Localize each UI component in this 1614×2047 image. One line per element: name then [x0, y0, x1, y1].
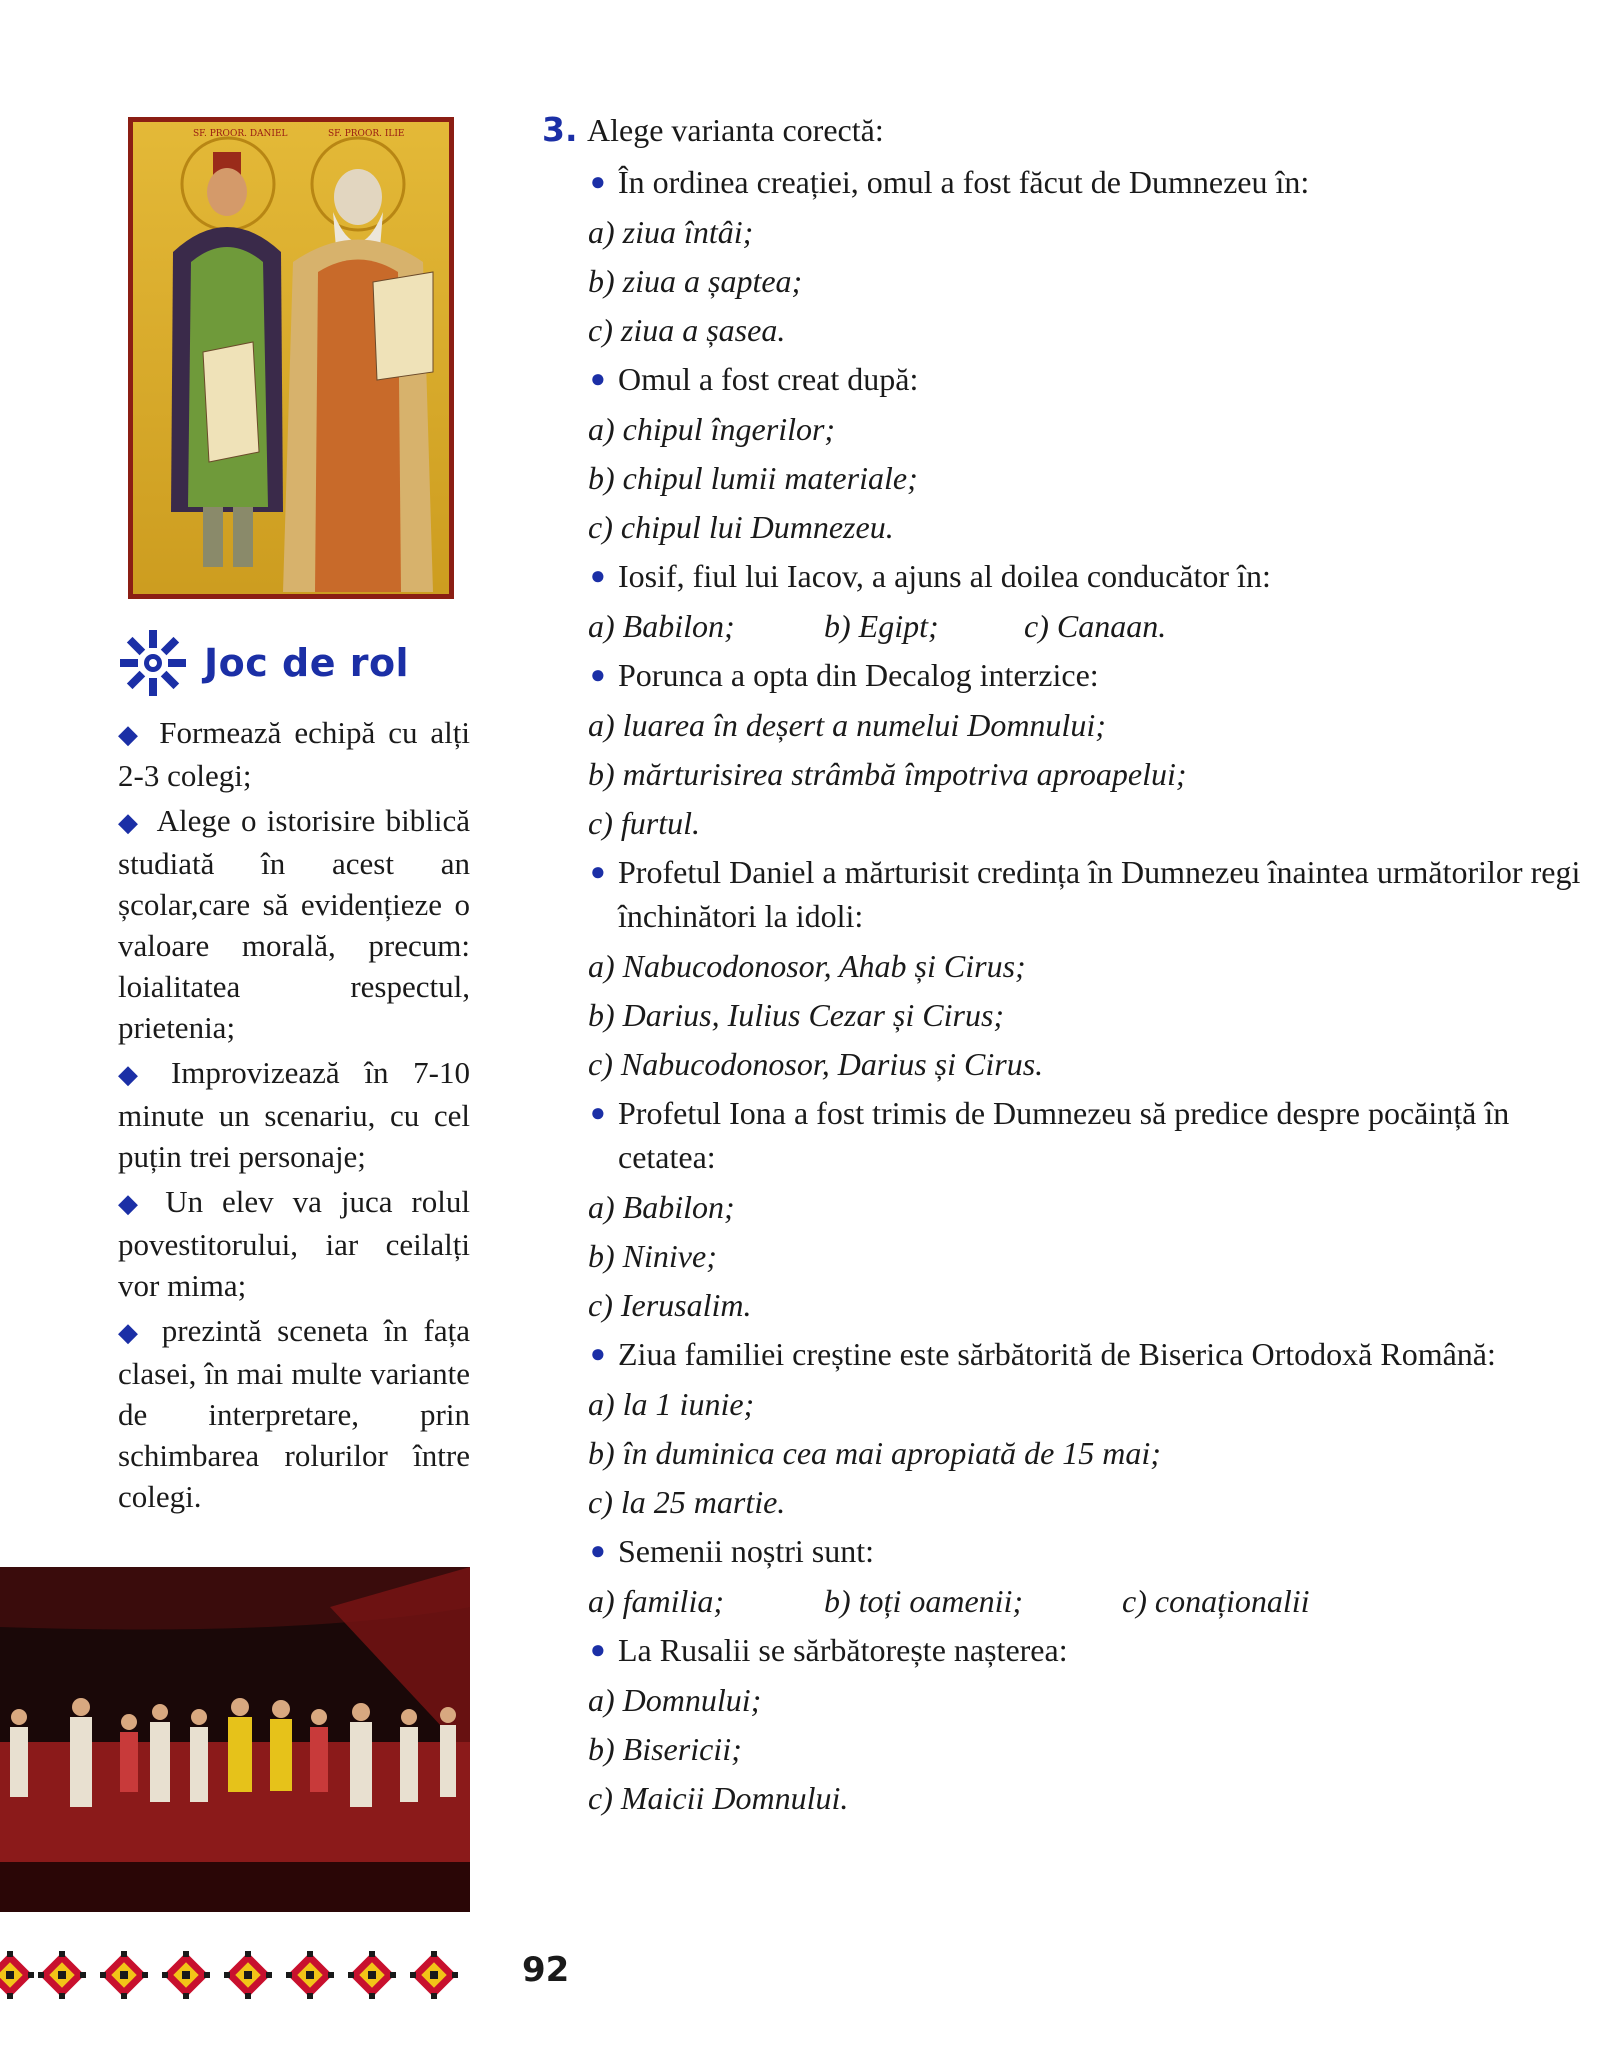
role-play-list: [118, 712, 470, 1521]
question-stem: Profetul Iona a fost trimis de Dumnezeu să predice despre pocăință în cetatea:: [618, 1095, 1510, 1175]
answer-option: c) ziua a șasea.: [588, 312, 786, 348]
list-item: ◆ Un elev va juca rolul povestitorului, iar ceilalți vor mima;: [118, 1184, 470, 1303]
answer-option: a) luarea în deșert a numelui Domnului;: [588, 707, 1106, 743]
answer-option: c) la 25 martie.: [588, 1484, 786, 1520]
answer-option: a) Domnului;: [588, 1682, 762, 1718]
answer-option: b) Egipt;: [824, 608, 939, 644]
answer-option: b) Darius, Iulius Cezar și Cirus;: [588, 997, 1005, 1033]
question-stem: La Rusalii se sărbătorește nașterea:: [618, 1632, 1068, 1668]
flower-ornament-icon: [118, 628, 188, 698]
folk-pattern-border: [0, 1945, 470, 2005]
diamond-bullet-icon: ◆: [118, 1060, 155, 1089]
dot-bullet-icon: ●: [590, 660, 606, 689]
answer-option: a) la 1 iunie;: [588, 1386, 755, 1422]
answer-option: a) ziua întâi;: [588, 214, 754, 250]
question-stem: Ziua familiei creștine este sărbătorită de Biserica Ortodoxă Română:: [618, 1336, 1496, 1372]
answer-option: c) Canaan.: [1024, 608, 1167, 644]
answer-option: c) Maicii Domnului.: [588, 1780, 849, 1816]
icon-image-prophets: [128, 117, 454, 599]
question-item: [588, 1529, 1588, 1623]
exercise-header: [542, 110, 884, 149]
dot-bullet-icon: ●: [590, 1098, 606, 1127]
icon-caption-ilie: SF. PROOR. ILIE: [328, 129, 405, 139]
question-stem: Semenii noștri sunt:: [618, 1533, 874, 1569]
answer-option: a) Babilon;: [588, 608, 735, 644]
diamond-bullet-icon: ◆: [118, 720, 144, 749]
role-play-title: Joc de rol: [204, 641, 410, 685]
answer-option: b) toți oamenii;: [824, 1583, 1024, 1619]
exercise-instruction: Alege varianta corectă:: [587, 112, 884, 148]
question-list: [588, 160, 1588, 1825]
answer-option: a) Babilon;: [588, 1189, 735, 1225]
answer-option: c) conaționalii: [1122, 1583, 1310, 1619]
answer-option: a) Nabucodonosor, Ahab și Cirus;: [588, 948, 1026, 984]
question-stem: Profetul Daniel a mărturisit credința în Dumnezeu înaintea următorilor regi închinători la idoli:: [618, 854, 1581, 934]
stage-play-photo: [0, 1567, 470, 1912]
question-item: [588, 160, 1588, 352]
role-play-header: [118, 628, 409, 698]
diamond-bullet-icon: ◆: [118, 808, 141, 837]
answer-option: c) Ierusalim.: [588, 1287, 752, 1323]
dot-bullet-icon: ●: [590, 857, 606, 886]
page-number: 92: [522, 1950, 570, 1990]
answer-option: b) mărturisirea strâmbă împotriva aproapelui;: [588, 756, 1187, 792]
answer-option: c) chipul lui Dumnezeu.: [588, 509, 894, 545]
dot-bullet-icon: ●: [590, 167, 606, 196]
answer-option: b) Bisericii;: [588, 1731, 742, 1767]
diamond-bullet-icon: ◆: [118, 1318, 146, 1347]
list-item: ◆ prezintă sceneta în fața clasei, în mai multe variante de interpretare, prin schimbarea rolurilor între colegi.: [118, 1313, 470, 1514]
question-item: [588, 1332, 1588, 1524]
question-item: [588, 850, 1588, 1086]
dot-bullet-icon: ●: [590, 561, 606, 590]
question-stem: Porunca a opta din Decalog interzice:: [618, 657, 1099, 693]
dot-bullet-icon: ●: [590, 364, 606, 393]
dot-bullet-icon: ●: [590, 1339, 606, 1368]
answer-option: a) chipul îngerilor;: [588, 411, 836, 447]
dot-bullet-icon: ●: [590, 1635, 606, 1664]
question-item: [588, 1091, 1588, 1327]
answer-option: c) Nabucodonosor, Darius și Cirus.: [588, 1046, 1044, 1082]
answer-option: b) ziua a șaptea;: [588, 263, 803, 299]
answer-option: b) în duminica cea mai apropiată de 15 mai;: [588, 1435, 1161, 1471]
list-item: ◆ Alege o istorisire biblică studiată în acest an școlar,care să evidențieze o valoare morală, precum: loialitatea respectul, prietenia;: [118, 803, 470, 1045]
question-item: [588, 653, 1588, 845]
answer-option: b) chipul lumii materiale;: [588, 460, 918, 496]
dot-bullet-icon: ●: [590, 1536, 606, 1565]
question-item: [588, 1628, 1588, 1820]
question-item: [588, 357, 1588, 549]
question-stem: Omul a fost creat după:: [618, 361, 919, 397]
diamond-bullet-icon: ◆: [118, 1189, 150, 1218]
icon-caption-daniel: SF. PROOR. DANIEL: [193, 129, 288, 139]
question-stem: În ordinea creației, omul a fost făcut de Dumnezeu în:: [618, 164, 1310, 200]
exercise-number: 3.: [542, 110, 578, 149]
answer-option: b) Ninive;: [588, 1238, 717, 1274]
answer-option: c) furtul.: [588, 805, 700, 841]
list-item: ◆ Improvizează în 7-10 minute un scenariu, cu cel puțin trei personaje;: [118, 1055, 471, 1174]
question-stem: Iosif, fiul lui Iacov, a ajuns al doilea conducător în:: [618, 558, 1271, 594]
question-item: [588, 554, 1588, 648]
answer-option: a) familia;: [588, 1583, 724, 1619]
list-item: ◆ Formează echipă cu alți 2-3 colegi;: [118, 715, 471, 793]
